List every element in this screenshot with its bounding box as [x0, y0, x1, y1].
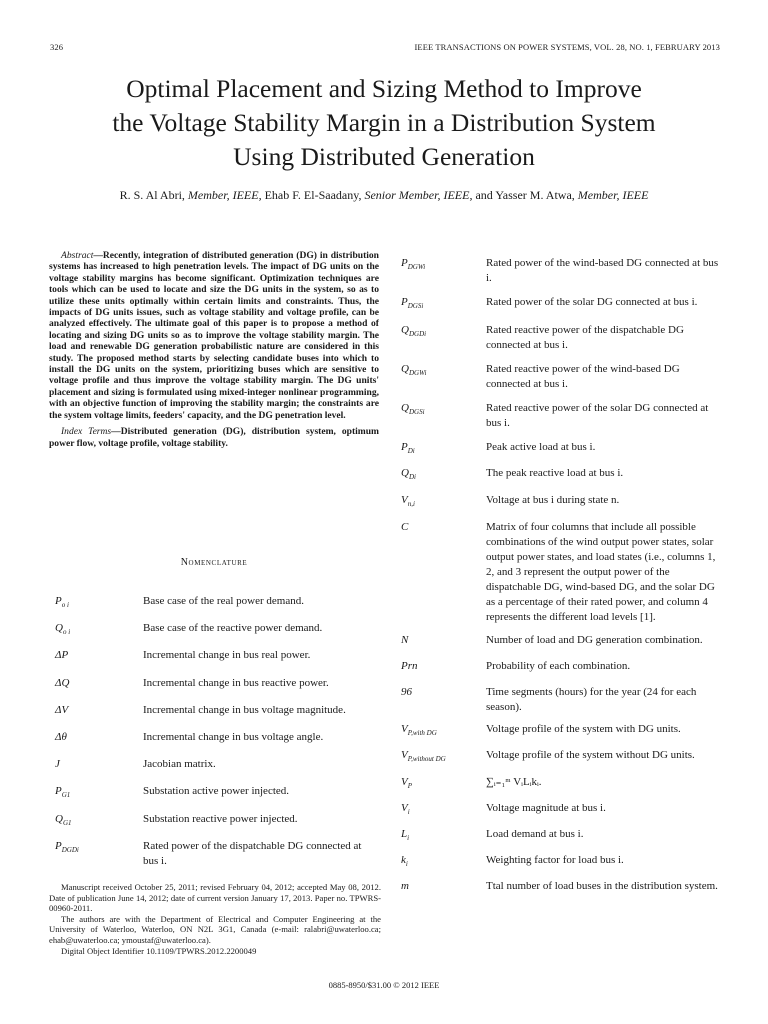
nomenclature-definition: Substation active power injected.: [143, 785, 290, 798]
nomenclature-entry: [401, 466, 721, 485]
nomenclature-definition: Base case of the reactive power demand.: [143, 622, 323, 635]
nomenclature-definition: Ttal number of load buses in the distribution system.: [486, 880, 718, 893]
nomenclature-entry: [401, 748, 721, 767]
nomenclature-entry: [401, 722, 721, 741]
nomenclature-entry: [401, 295, 721, 314]
footnote-paragraph: The authors are with the Department of Electrical and Computer Engineering at the University of Waterloo, Waterloo, ON N2L 3G1, Canada (e-mail: ralabri@uwaterloo.ca; ehab@uwaterloo.ca; ymoustaf@uwaterloo.ca).: [49, 913, 381, 945]
nomenclature-symbol: Δθ: [55, 730, 67, 743]
nomenclature-symbol: $P_{Di}$: [401, 441, 415, 456]
abstract-text: —Recently, integration of distributed generation (DG) in distribution systems has increased to high penetration levels. The impact of DG units on the voltage stability margins has become significant. Optimization techniques are tools which can be used to locate and size the DG units in the system, so as to utilize these units optimally within certain limits and constraints. Thus, the impacts of DG units issues, such as voltage stability and voltage profile, can be analyzed effectively. The ultimate goal of this paper is to propose a method of locating and sizing DG units so as to improve the voltage stability margin. The load and renewable DG generation probabilistic nature are considered in this study. The proposed method starts by selecting candidate buses into which to install the DG units on the system, prioritizing buses which are sensitive to voltage profile and thus improve the voltage stability margin. The DG units' placement and sizing is formulated using mixed-integer nonlinear programming, with an objective function of improving the stability margin; the constraints are the system voltage limits, feeders' capacity, and the DG penetration level.: [49, 250, 379, 421]
nomenclature-entry: [401, 323, 721, 353]
nomenclature-entry: [401, 801, 721, 820]
nomenclature-symbol: $P_{DGWi}$: [401, 257, 426, 272]
author-name: and Yasser M. Atwa,: [475, 188, 575, 202]
footnote-paragraph: Manuscript received October 25, 2011; revised February 04, 2012; accepted May 08, 2012. Date of publication June 14, 2012; date of current version January 17, 2013. Paper no. TPWRS-00960-2011.: [49, 882, 381, 914]
nomenclature-symbol: Prn: [401, 659, 418, 672]
nomenclature-definition: Rated power of the solar DG connected at bus i.: [486, 296, 698, 308]
nomenclature-entry: [55, 757, 375, 776]
nomenclature-definition: Jacobian matrix.: [143, 758, 216, 771]
nomenclature-entry: [401, 633, 721, 652]
index-terms-text: —Distributed generation (DG), distribution system, optimum power flow, voltage profile, voltage stability.: [49, 426, 379, 449]
nomenclature-definition: Rated reactive power of the solar DG connected at bus i.: [486, 402, 709, 430]
nomenclature-definition: Matrix of four columns that include all possible combinations of the wind output power states, solar output power states, and load states (i.e., columns 1, 2, and 3 represent the output power of the dispatchable DG, wind-based DG, and the solar DG as a percentage of their rated power, and column 4 represents the different load levels [1].: [486, 520, 716, 623]
nomenclature-entry: [401, 685, 721, 715]
nomenclature-symbol: $V_{n,i}$: [401, 493, 415, 508]
nomenclature-entry: [55, 812, 375, 831]
index-terms: [49, 426, 379, 449]
nomenclature-definition: Rated power of the dispatchable DG connected at bus i.: [143, 839, 362, 867]
nomenclature-entry: [55, 784, 375, 803]
author-role: Member, IEEE: [577, 188, 649, 202]
paper-title: [30, 72, 738, 174]
nomenclature-entry: [55, 730, 375, 749]
nomenclature-symbol: ΔP: [55, 649, 69, 662]
nomenclature-definition: The peak reactive load at bus i.: [486, 467, 624, 480]
nomenclature-symbol: $Q_{G1}$: [55, 812, 72, 827]
title-line: the Voltage Stability Margin in a Distribution System: [112, 108, 656, 137]
nomenclature-entry: [55, 648, 375, 667]
footnote: [49, 882, 381, 956]
nomenclature-list-left: [55, 594, 375, 869]
nomenclature-definition: Voltage magnitude at bus i.: [486, 801, 606, 814]
nomenclature-entry: [401, 440, 721, 459]
nomenclature-symbol: $Q_{Di}$: [401, 467, 416, 482]
nomenclature-entry: [55, 839, 375, 869]
nomenclature-definition: Incremental change in bus real power.: [143, 649, 311, 662]
nomenclature-entry: [401, 256, 721, 286]
nomenclature-heading: Nomenclature: [180, 557, 248, 568]
nomenclature-entry: [55, 594, 375, 613]
nomenclature-symbol: $Q_{DGSi}$: [401, 402, 425, 417]
running-header: [50, 42, 720, 56]
nomenclature-definition: Incremental change in bus voltage angle.: [143, 730, 324, 743]
nomenclature-definition: Number of load and DG generation combination.: [486, 633, 703, 646]
nomenclature-definition: Voltage profile of the system without DG units.: [486, 749, 695, 762]
journal-citation: IEEE TRANSACTIONS ON POWER SYSTEMS, VOL. 28, NO. 1, FEBRUARY 2013: [414, 42, 720, 52]
index-terms-label: Index Terms: [61, 426, 112, 438]
footnote-paragraph: Digital Object Identifier 10.1109/TPWRS.2012.2200049: [61, 945, 257, 956]
nomenclature-entry: [401, 362, 721, 392]
author-name: Ehab F. El-Saadany,: [264, 188, 362, 202]
nomenclature-symbol: $V_P$: [401, 775, 413, 790]
nomenclature-symbol: $V_i$: [401, 801, 410, 816]
copyright-footer: 0885-8950/$31.00 © 2012 IEEE: [328, 980, 440, 990]
nomenclature-symbol: $k_i$: [401, 854, 408, 869]
nomenclature-symbol: $V_{P,without DG}$: [401, 749, 446, 764]
author-role: Member, IEEE,: [187, 188, 262, 202]
author-role: Senior Member, IEEE,: [364, 188, 473, 202]
nomenclature-definition: Incremental change in bus reactive power.: [143, 676, 329, 689]
nomenclature-definition: Time segments (hours) for the year (24 for each season).: [486, 686, 697, 714]
nomenclature-definition: Peak active load at bus i.: [486, 441, 596, 454]
nomenclature-entry: [401, 775, 721, 794]
nomenclature-definition: Rated power of the wind-based DG connected at bus i.: [486, 257, 719, 284]
nomenclature-symbol: $Q_{DGDi}$: [401, 324, 427, 339]
nomenclature-symbol: ΔV: [55, 703, 69, 716]
nomenclature-entry: [55, 676, 375, 695]
author-list: [20, 188, 748, 203]
nomenclature-definition: Voltage profile of the system with DG units.: [486, 723, 681, 736]
nomenclature-symbol: $Q_{o i}$: [55, 622, 71, 637]
author-name: R. S. Al Abri,: [119, 188, 185, 202]
nomenclature-definition: Probability of each combination.: [486, 659, 631, 672]
abstract-label: Abstract: [61, 250, 94, 261]
nomenclature-entry: [401, 879, 721, 898]
nomenclature-symbol: ΔQ: [55, 676, 70, 689]
nomenclature-symbol: $P_{o i}$: [55, 595, 69, 610]
nomenclature-definition: Base case of the real power demand.: [143, 595, 304, 607]
nomenclature-list-right: [401, 256, 721, 898]
nomenclature-symbol: $P_{DGSi}$: [401, 296, 424, 311]
nomenclature-definition: ∑ᵢ₌₁ᵐ VᵢLᵢkᵢ.: [486, 775, 542, 788]
nomenclature-symbol: $Q_{DGWi}$: [401, 363, 427, 378]
page-number: 326: [50, 42, 64, 52]
nomenclature-symbol: C: [401, 520, 409, 533]
nomenclature-symbol: $V_{P,with DG}$: [401, 723, 437, 738]
nomenclature-definition: Weighting factor for load bus i.: [486, 854, 624, 867]
nomenclature-entry: [55, 621, 375, 640]
nomenclature-symbol: $P_{G1}$: [55, 785, 71, 800]
nomenclature-symbol: m: [401, 880, 409, 893]
nomenclature-entry: [401, 520, 721, 625]
nomenclature-definition: Load demand at bus i.: [486, 827, 584, 840]
left-column: [49, 250, 379, 449]
nomenclature-definition: Rated reactive power of the wind-based DG connected at bus i.: [486, 363, 680, 391]
nomenclature-symbol: $L_i$: [401, 827, 410, 843]
nomenclature-entry: [401, 827, 721, 846]
nomenclature-symbol: J: [55, 758, 60, 771]
nomenclature-entry: [401, 401, 721, 431]
nomenclature-entry: [401, 853, 721, 872]
nomenclature-symbol: $P_{DGDi}$: [55, 839, 79, 854]
nomenclature-definition: Voltage at bus i during state n.: [486, 493, 620, 506]
nomenclature-symbol: N: [401, 633, 409, 646]
nomenclature-entry: [55, 703, 375, 722]
nomenclature-definition: Rated reactive power of the dispatchable DG connected at bus i.: [486, 324, 684, 352]
nomenclature-symbol: 96: [401, 686, 412, 699]
nomenclature-definition: Substation reactive power injected.: [143, 812, 298, 825]
abstract: [49, 250, 379, 421]
nomenclature-definition: Incremental change in bus voltage magnitude.: [143, 703, 346, 716]
nomenclature-entry: [401, 659, 721, 678]
title-line: Optimal Placement and Sizing Method to Improve: [126, 74, 642, 103]
nomenclature-entry: [401, 493, 721, 512]
title-line: Using Distributed Generation: [233, 142, 535, 171]
